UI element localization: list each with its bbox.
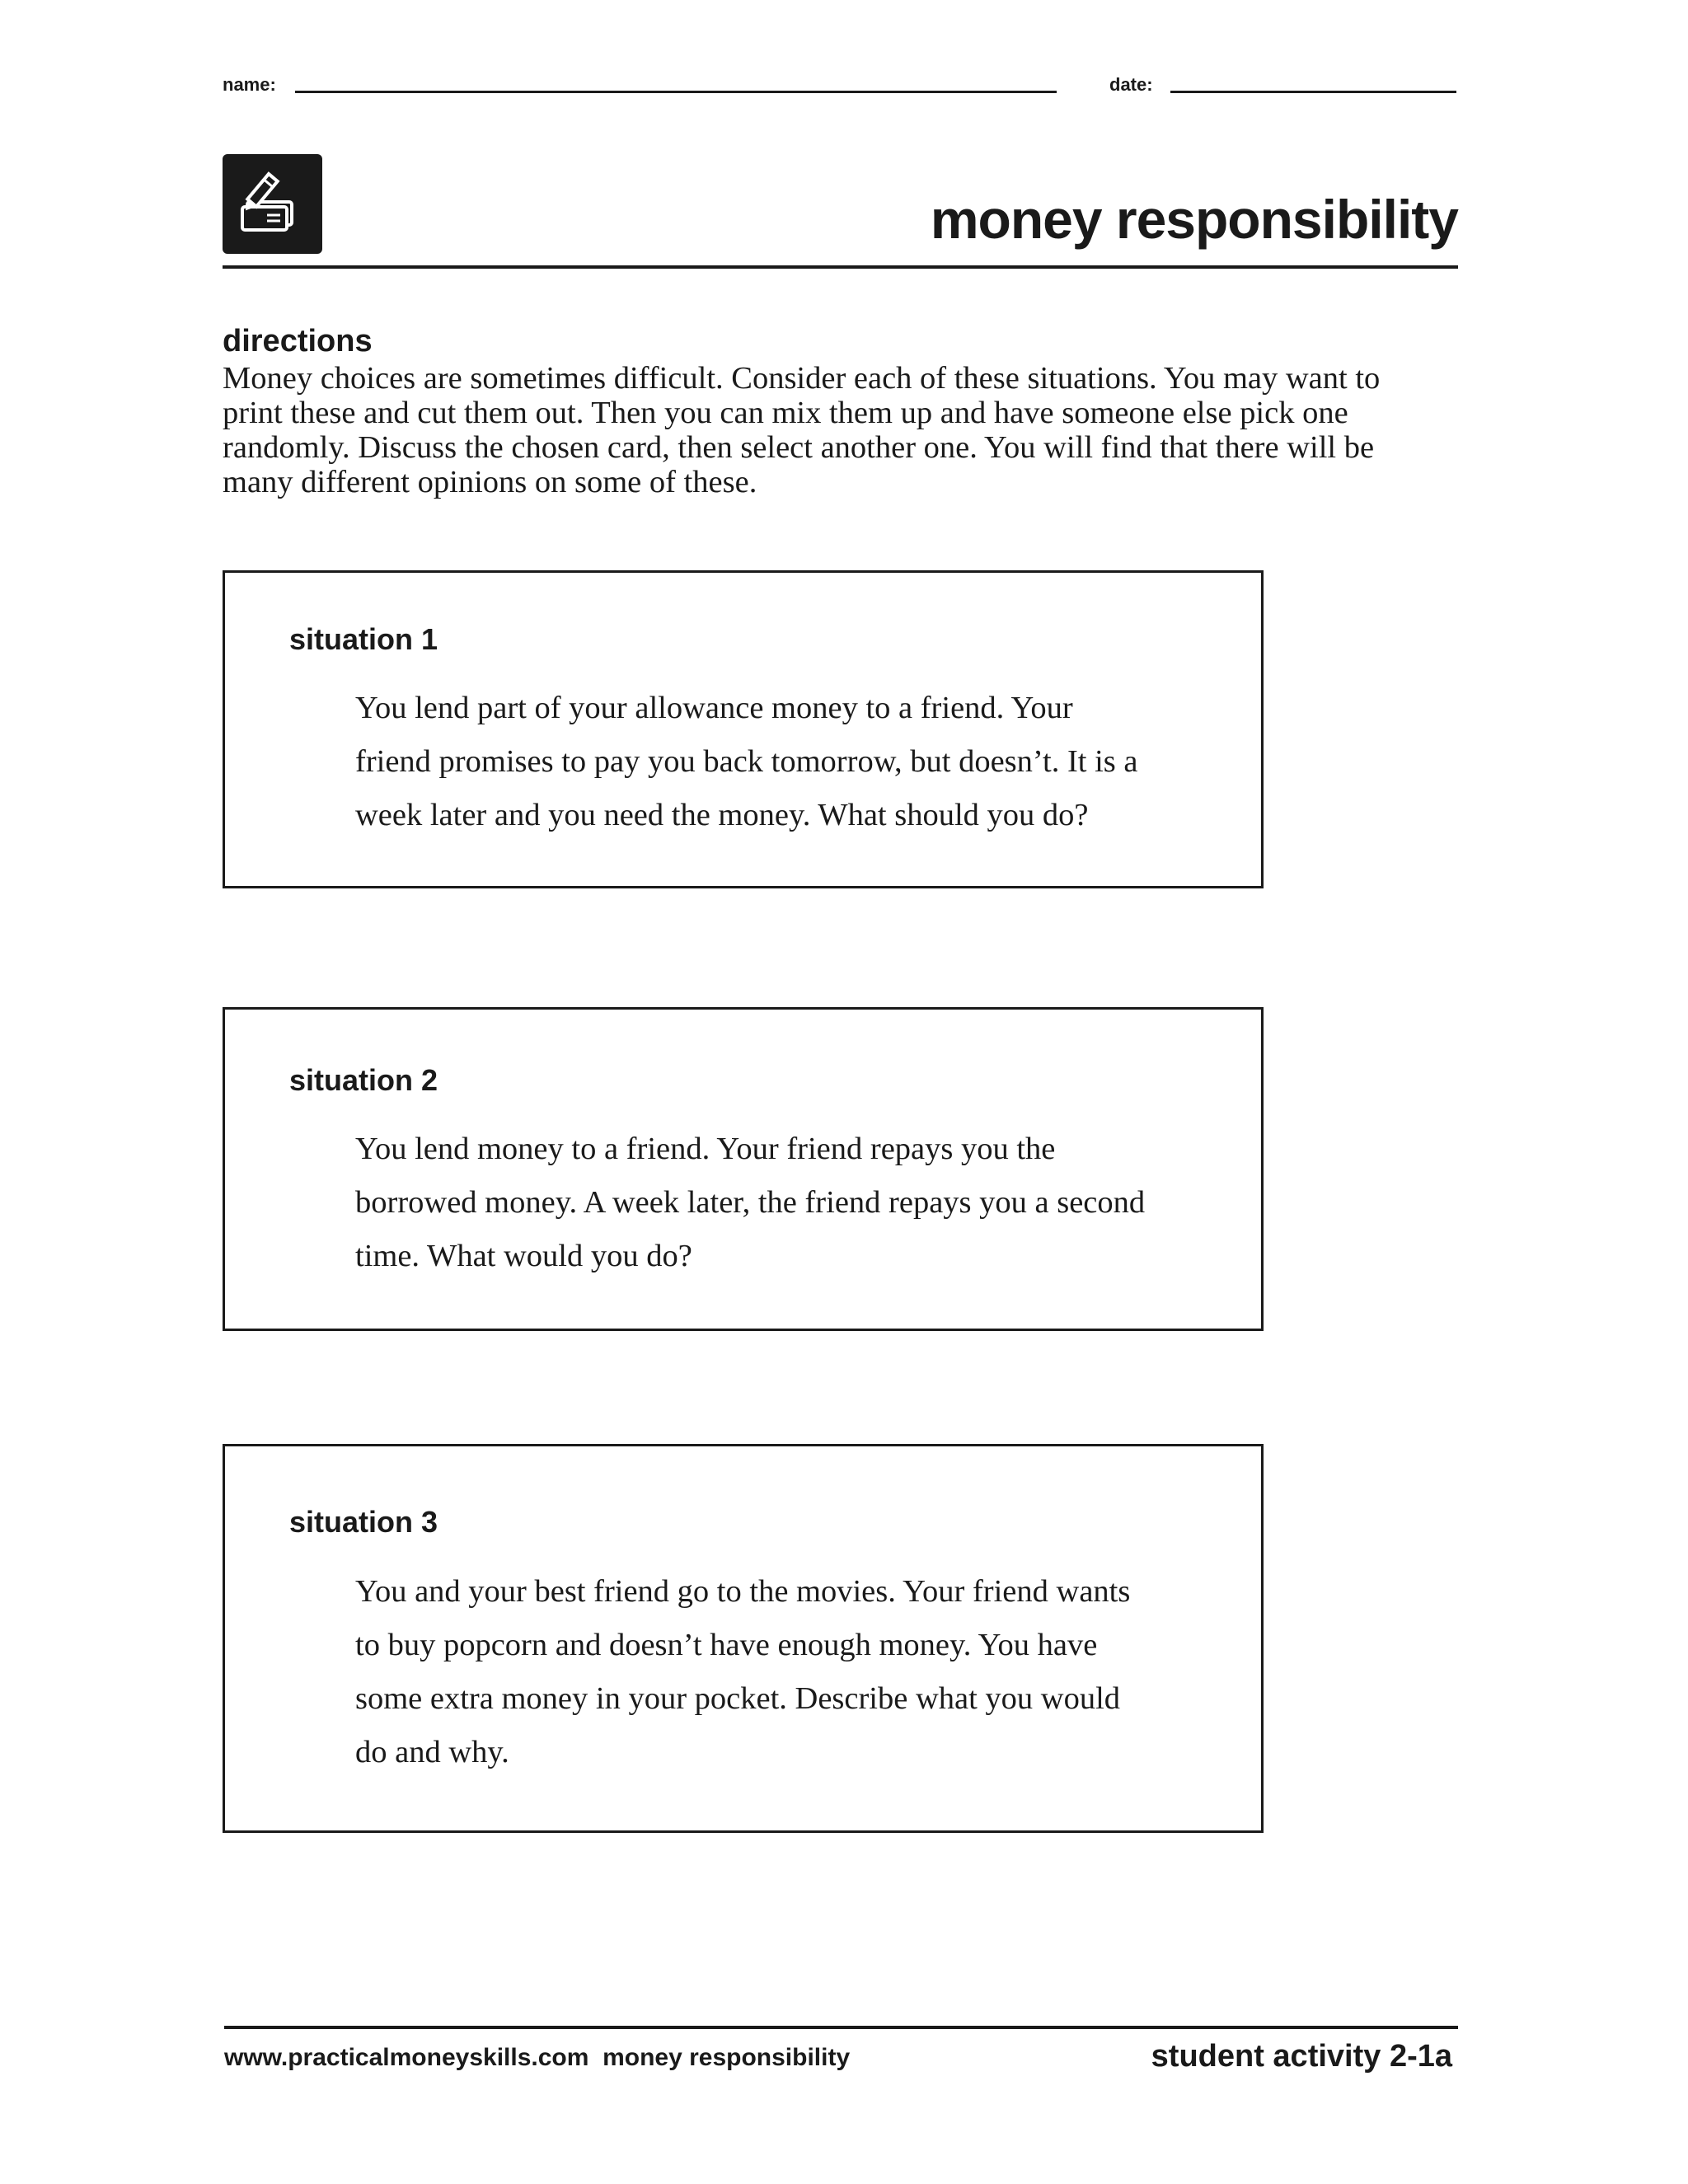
situation-heading: situation 3: [289, 1505, 438, 1539]
situation-text: You and your best friend go to the movies. Your friend wants to buy popcorn and doesn’t have enough money. You have some extra money in your pocket. Describe what you would do and why.: [355, 1574, 1131, 1769]
footer-divider: [224, 2026, 1458, 2029]
page-title: money responsibility: [930, 189, 1458, 250]
name-label: name:: [223, 74, 276, 95]
title-divider: [223, 265, 1458, 269]
activity-number: student activity 2-1a: [1151, 2039, 1452, 2074]
pencil-check-icon: [239, 171, 306, 237]
situation-heading: situation 2: [289, 1063, 438, 1097]
situation-card: [223, 570, 1264, 888]
situation-text: You lend part of your allowance money to a friend. Your friend promises to pay you back tomorrow, but doesn’t. It is a week later and you need the money. What should you do?: [355, 691, 1138, 832]
situation-card: [223, 1444, 1264, 1833]
situation-text: You lend money to a friend. Your friend repays you the borrowed money. A week later, the friend repays you a second time. What would you do?: [355, 1132, 1146, 1273]
directions-text: Money choices are sometimes difficult. Consider each of these situations. You may want to print these and cut them out. Then you can mix them up and have someone else pick one randomly. Discuss the chosen card, then select another one. You will find that there will be many different opinions on some of these.: [223, 361, 1381, 499]
footer-website: www.practicalmoneyskills.com money responsibility: [224, 2044, 851, 2071]
activity-logo: [223, 154, 322, 254]
date-field[interactable]: [1170, 91, 1456, 93]
situation-card: [223, 1007, 1264, 1331]
name-field[interactable]: [295, 91, 1057, 93]
situation-heading: situation 1: [289, 622, 438, 656]
date-label: date:: [1109, 74, 1153, 95]
directions-heading: directions: [223, 324, 373, 359]
